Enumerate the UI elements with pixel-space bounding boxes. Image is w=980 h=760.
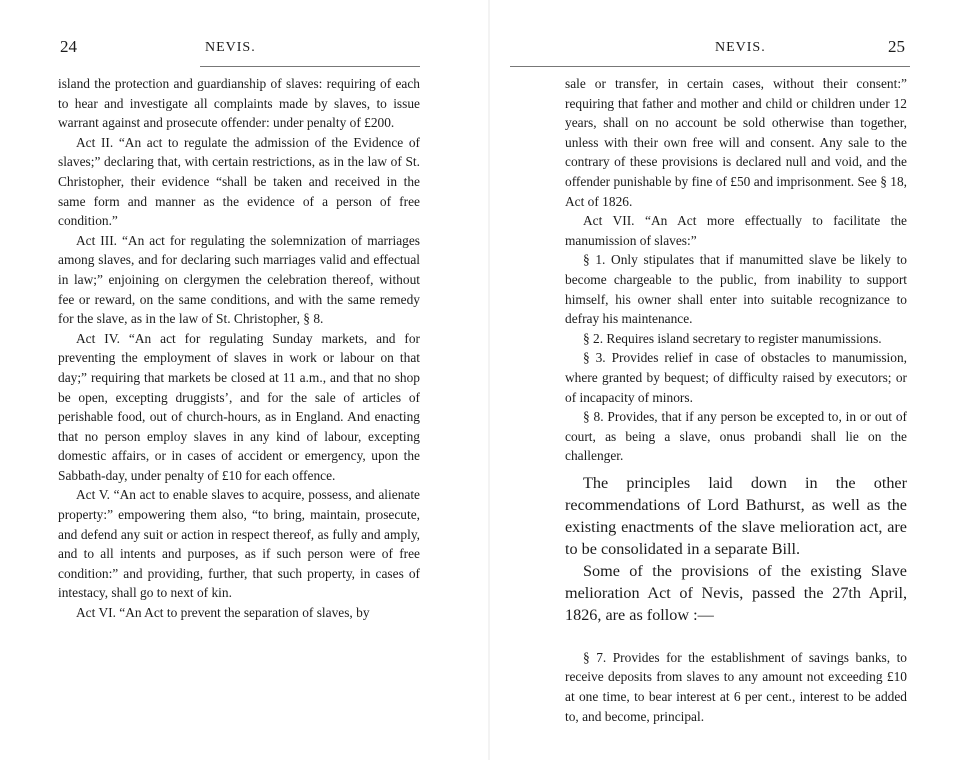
paragraph: island the protection and guardianship of slaves: requiring of each to hear and investigate all complaints made by slaves, to issue warrant against and prosecute offender: under penalty of £200. (58, 76, 420, 131)
page-number: 24 (60, 37, 77, 56)
paragraph: Act II. “An act to regulate the admission of the Evidence of slaves;” declaring that, with certain restrictions, as in the law of St. Christopher, their evidence “shall be taken and received in the same form and manner as the evidence of a person of free condition.” (58, 134, 420, 229)
paragraph: § 1. Only stipulates that if manumitted slave be likely to become chargeable to the public, from inability to support himself, his owner shall enter into suitable recognizance to defray his maintenance. (565, 252, 907, 327)
paragraph: § 2. Requires island secretary to register manumissions. (583, 330, 882, 346)
paragraph: § 3. Provides relief in case of obstacles to manumission, where granted by bequest; of difficulty raised by executors; or of incapacity of minors. (565, 350, 907, 405)
strike-rule (510, 66, 910, 67)
paragraph: Act VI. “An Act to prevent the separation of slaves, by (76, 605, 370, 621)
left-page (0, 0, 470, 760)
paragraph: § 8. Provides, that if any person be excepted to, in or out of court, as being a slave, onus probandi shall lie on the challenger. (565, 409, 907, 464)
text-column (565, 74, 907, 726)
running-head: NEVIS. (205, 40, 256, 55)
text-column (58, 74, 420, 623)
right-page (490, 0, 960, 760)
paragraph: § 7. Provides for the establishment of savings banks, to receive deposits from slaves to any amount not exceeding £10 at one time, to bear interest at 6 per cent., interest to be added to, and become, principal. (565, 649, 907, 724)
large-paragraph: The principles laid down in the other recommendations of Lord Bathurst, as well as the existing enactments of the slave melioration act, are to be consolidated in a separate Bill. (565, 473, 907, 558)
paragraph: Act V. “An act to enable slaves to acquire, possess, and alienate property:” empowering them also, “to bring, maintain, prosecute, and defend any suit or action in respect thereof, as fully and amply, and to all intents and purposes, as if such person were of free condition:” and providing, further, that such property, in cases of intestacy, shall go to next of kin. (58, 487, 420, 601)
running-head: NEVIS. (715, 40, 766, 55)
paragraph: sale or transfer, in certain cases, without their consent:” requiring that father and mother and child or children under 12 years, shall on no account be sold otherwise than together, unless with their own free will and consent. Any sale to the contrary of these provisions is declared null and void, and the offender punishable by fine of £50 and imprisonment. See § 18, Act of 1826. (565, 76, 907, 209)
strike-rule (200, 66, 420, 67)
page-number: 25 (888, 37, 905, 56)
large-paragraph: Some of the provisions of the existing Slave melioration Act of Nevis, passed the 27th April, 1826, are as follow :— (565, 561, 907, 624)
paragraph: Act VII. “An Act more effectually to facilitate the manumission of slaves:” (565, 213, 907, 248)
paragraph: Act IV. “An act for regulating Sunday markets, and for preventing the employment of slaves in work or labour on that day;” requiring that markets be closed at 11 a.m., and that no shop be open, excepting druggists’, and for the sale of articles of perishable food, out of church-hours, as in England. And enacting that no person employ slaves in any kind of labour, excepting domestic affairs, or in cases of accident or emergency, upon the Sabbath-day, under penalty of £10 for each offence. (58, 330, 420, 483)
paragraph: Act III. “An act for regulating the solemnization of marriages among slaves, and for declaring such marriages valid and effectual in law;” enjoining on clergymen the celebration thereof, without fee or reward, on the same conditions, and with the same remedy for the slave, as in the law of St. Christopher, § 8. (58, 232, 420, 327)
